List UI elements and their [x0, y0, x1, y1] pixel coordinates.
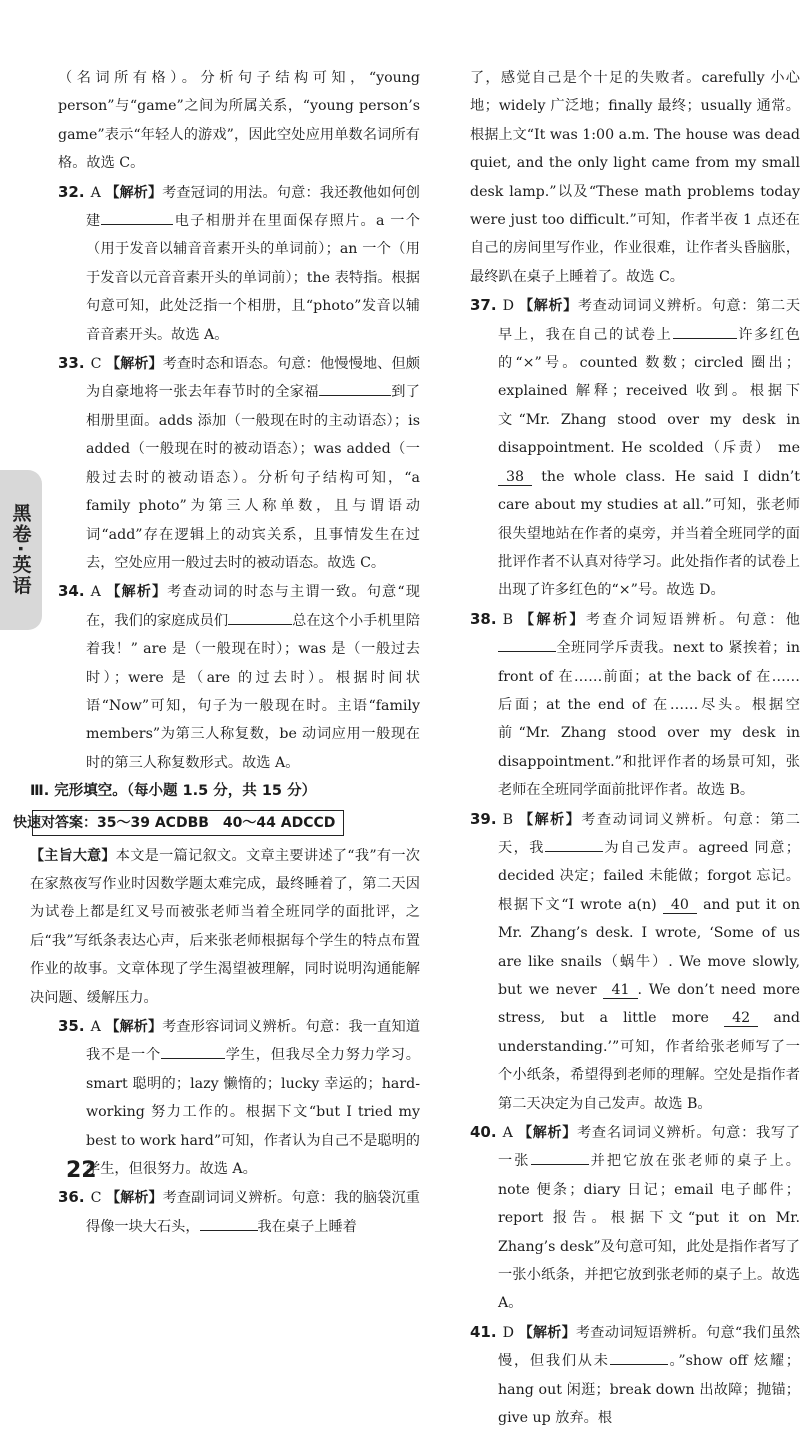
answer-letter: D — [502, 1324, 514, 1341]
answer-blank — [228, 610, 292, 625]
answer-letter: D — [502, 298, 514, 315]
answer-blank — [161, 1044, 225, 1059]
question-number: 40. — [470, 1123, 497, 1142]
question-41: 41. D 【解析】考查动词短语辨析。句意“我们虽然慢，但我们从未 。”show off 炫耀；hang out 闲逛；break down 出故障；抛锚；give up 放弃。根 — [470, 1322, 800, 1427]
question-number: 38. — [470, 609, 497, 628]
numbered-blank-38: 38 — [498, 469, 532, 486]
answer-letter: C — [90, 356, 102, 373]
answer-letter: B — [502, 811, 514, 828]
analysis-tag: 【解析】 — [106, 1190, 163, 1207]
analysis-tag: 【解析】 — [518, 1125, 577, 1142]
question-number: 34. — [58, 582, 85, 601]
question-number: 35. — [58, 1017, 85, 1035]
question-number: 36. — [58, 1188, 85, 1207]
intro-paragraph: （名词所有格）。分析句子结构可知，“young person”与“game”之间为所属关系，“young person’s game”表示“年轻人的游戏”，因此空处应用单数名词所有格。故选 C。 — [58, 70, 420, 172]
question-38: 38. B 【解析】考查介词短语辨析。句意：他全班同学斥责我。next to 紧挨着；in front of 在……前面；at the back of 在……后面；at the end of 在……尽头。根据空前“Mr. Zhang stood over my desk in disappointment.”和批评作者的场景可知，张老师在全班同学面前批评作者。故选 B。 — [470, 609, 800, 799]
question-number: 37. — [470, 296, 497, 315]
answer-letter: A — [90, 584, 101, 601]
analysis-tag: 【解析】 — [105, 184, 163, 201]
answer-letter: B — [502, 611, 514, 628]
question-number: 41. — [470, 1322, 497, 1341]
question-37: 37. D 【解析】考查动词词义辨析。句意：第二天早上，我在自己的试卷上 许多红色的“×”号。counted 数数；circled 圈出；explained 解释；received 收到。根据下文“Mr. Zhang stood over my desk in disappointment. He scolded（斥责） me 38 the whole class. He said I didn’t care about my studies at all.”可知，张老师很失望地站在作者的桌旁，并当着全班同学的面批评作者不认真对待学习。此处指作者的试卷上出现了许多红色的“×”号。故选 D。 — [470, 296, 800, 599]
question-32: 32. A 【解析】考查冠词的用法。句意：我还教他如何创建 电子相册并在里面保存照片。a 一个（用于发音以辅音音素开头的单词前）；an 一个（用于发音以元音音素开头的单词前）；the 表特指。根据句意可知，此处泛指一个相册，且“photo”发音以辅音音素开头。故选 A。 — [58, 182, 420, 343]
analysis-tag: 【解析】 — [519, 298, 578, 315]
answer-blank — [531, 1150, 589, 1165]
answer-blank — [200, 1216, 258, 1231]
numbered-blank-42: 42 — [724, 1010, 758, 1027]
page-number: 22 — [66, 1158, 97, 1183]
answer-blank — [101, 210, 173, 225]
section-heading-row — [30, 777, 420, 805]
side-tab-label: 黑卷·英语 — [9, 503, 32, 597]
subject-side-tab — [0, 470, 42, 630]
analysis-tag: 【解析】 — [106, 356, 163, 373]
analysis-tag: 【解析】 — [518, 1324, 576, 1341]
answer-blank — [673, 324, 737, 339]
question-34: 34. A 【解析】考查动词的时态与主谓一致。句意“现在，我们的家庭成员们 总在这个小手机里陪着我！” are 是（一般现在时）；was 是（一般过去时）；were 是（are 的过去时）。根据时间状语“Now”可知，句子为一般现在时。主语“family members”为第三人称复数，be 动词应用一般现在时的第三人称复数形式。故选 A。 — [58, 582, 420, 771]
question-36: 36. C 【解析】考查副词词义辨析。句意：我的脑袋沉重得像一块大石头， 我在桌子上睡着 — [58, 1188, 420, 1235]
answer-blank — [498, 637, 556, 652]
question-number: 33. — [58, 354, 85, 373]
answer-letter: A — [90, 184, 101, 201]
answer-blank — [319, 381, 391, 396]
analysis-tag: 【解析】 — [520, 611, 586, 628]
analysis-tag: 【解析】 — [106, 584, 168, 601]
answer-blank — [610, 1350, 668, 1365]
answer-letter: C — [90, 1190, 102, 1207]
question-number: 39. — [470, 809, 497, 828]
main-idea-paragraph: 【主旨大意】本文是一篇记叙文。文章主要讲述了“我”有一次在家熬夜写作业时因数学题太难完成，最终睡着了，第二天因为试卷上都是红叉号而被张老师当着全班同学的面批评，之后“我”写纸条表达心声，后来张老师根据每个学生的特点布置作业的故事。文章体现了学生渴望被理解，同时说明沟通能解决问题、缓解压力。 — [30, 847, 420, 1006]
answer-letter: A — [502, 1125, 513, 1142]
question-33: 33. C 【解析】考查时态和语态。句意：他慢慢地、但颇为自豪地将一张去年春节时的全家福 到了相册里面。adds 添加（一般现在时的主动语态）；is added（一般现在时的被动语态）；was added（一般过去时的被动语态）。分析句子结构可知，“a family photo”为第三人称单数，且与谓语动词“add”存在逻辑上的动宾关系，且事情发生在过去，空处应用一般过去时的被动语态。故选 C。 — [58, 354, 420, 571]
numbered-blank-41: 41 — [603, 982, 637, 999]
question-number: 32. — [58, 182, 85, 201]
main-idea-tag: 【主旨大意】 — [30, 847, 116, 864]
question-40: 40. A 【解析】考查名词词义辨析。句意：我写了一张 并把它放在张老师的桌子上。note 便条；diary 日记；email 电子邮件；report 报告。根据下文“put it on Mr. Zhang’s desk”及句意可知，此处是指作者写了一张小纸条，并把它放到张老师的桌子上。故选 A。 — [470, 1123, 800, 1312]
section-heading: Ⅲ. 完形填空。（每小题 1.5 分，共 15 分） — [30, 783, 317, 800]
question-39: 39. B 【解析】考查动词词义辨析。句意：第二天，我 为自己发声。agreed 同意；decided 决定；failed 未能做；forgot 忘记。根据下文“I wrote a(n) 40 and put it on Mr. Zhang’s desk. I wrote, ‘Some of us are like snails（蜗牛）. We move slowly, but we never 41 . We don’t need more stress, but a little more 42 and understanding.’”可知，作者给张老师写了一个小纸条，希望得到老师的理解。空处是指作者第二天决定为自己发声。故选 B。 — [470, 809, 800, 1112]
analysis-tag: 【解析】 — [105, 1019, 163, 1035]
quick-answer-box: 快速对答案：35～39 ACDBB 40～44 ADCCD — [32, 810, 344, 836]
right-column — [470, 64, 800, 1433]
analysis-tag: 【解析】 — [519, 811, 582, 828]
answer-blank — [545, 837, 603, 852]
quick-answer-row — [13, 806, 420, 840]
numbered-blank-40: 40 — [663, 897, 697, 914]
q36-continuation: 了，感觉自己是个十足的失败者。carefully 小心地；widely 广泛地；finally 最终；usually 通常。根据上文“It was 1:00 a.m. The house was dead quiet, and the only light came from my small desk lamp.”以及“These math problems today were just too difficult.”可知，作者半夜 1 点还在自己的房间里写作业，作业很难，让作者头昏脑胀，最终趴在桌子上睡着了。故选 C。 — [470, 70, 800, 285]
question-35: 35. A 【解析】考查形容词词义辨析。句意：我一直知道我不是一个 学生，但我尽全力努力学习。smart 聪明的；lazy 懒惰的；lucky 幸运的；hard-working 努力工作的。根据下文“but I tried my best to work hard”可知，作者认为自己不是聪明的学生，但很努力。故选 A。 — [58, 1017, 420, 1178]
answer-letter: A — [90, 1019, 101, 1035]
